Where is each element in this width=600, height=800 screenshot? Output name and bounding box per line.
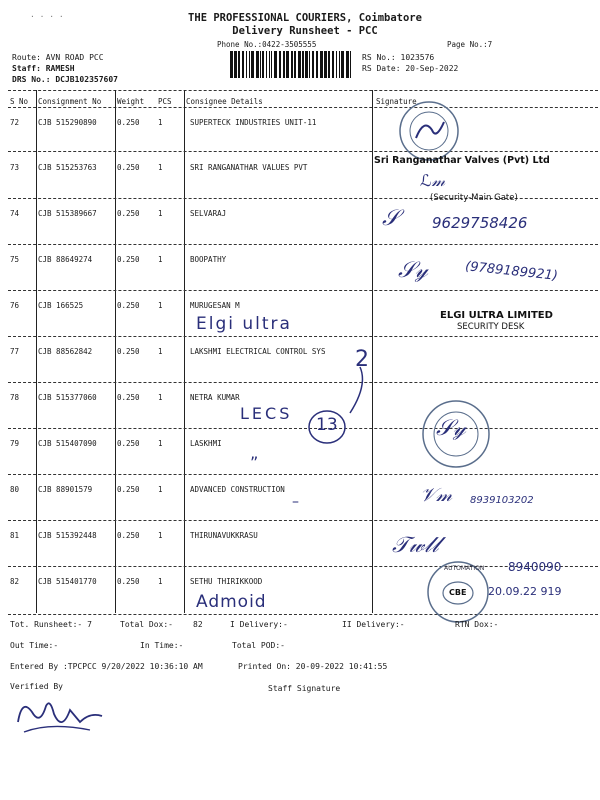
- barcode-bar: [271, 51, 272, 78]
- row-consignment: CJB 515253763: [38, 163, 97, 172]
- barcode-bar: [346, 51, 349, 78]
- barcode-bar: [305, 51, 308, 78]
- row-details: SELVARAJ: [190, 209, 227, 218]
- scan-specks: · · · ·: [30, 12, 64, 21]
- barcode-bar: [251, 51, 254, 78]
- barcode-bar: [328, 51, 330, 78]
- barcode-bar: [291, 51, 293, 78]
- row-weight: 0.250: [117, 439, 140, 448]
- total-dox-label: Total Dox:-: [120, 620, 173, 629]
- handwritten-date-82: 20.09.22 919: [488, 585, 562, 598]
- row-details: ADVANCED CONSTRUCTION: [190, 485, 285, 494]
- row-consignment: CJB 515401770: [38, 577, 97, 586]
- barcode-bar: [230, 51, 233, 78]
- handwritten-phone-75: (9789189921): [464, 259, 559, 284]
- barcode-bar: [324, 51, 327, 78]
- handwritten-ditto: ”: [250, 453, 259, 472]
- col-details: Consignee Details: [186, 97, 263, 106]
- barcode-bar: [242, 51, 244, 78]
- table-bottom-rule: [8, 614, 598, 615]
- barcode-bar: [286, 51, 289, 78]
- barcode-bar: [269, 51, 270, 78]
- verified-by: Verified By: [10, 682, 63, 691]
- barcode-bar: [316, 51, 318, 78]
- row-sno: 78: [10, 393, 20, 402]
- ii-delivery: II Delivery:-: [342, 620, 405, 629]
- row-sno: 80: [10, 485, 20, 494]
- row-weight: 0.250: [117, 209, 140, 218]
- row-pcs: 1: [158, 163, 163, 172]
- row-details: BOOPATHY: [190, 255, 227, 264]
- table-row: [0, 429, 600, 473]
- table-row: [0, 108, 600, 152]
- row-weight: 0.250: [117, 531, 140, 540]
- barcode-bar: [234, 51, 237, 78]
- barcode-bar: [274, 51, 277, 78]
- phone-number: Phone No.:0422-3505555: [217, 40, 317, 49]
- col-weight: Weight: [117, 97, 145, 106]
- row-details: LAKSHMI ELECTRICAL CONTROL SYS: [190, 347, 326, 356]
- barcode-bar: [238, 51, 240, 78]
- row-consignment: CJB 515377060: [38, 393, 97, 402]
- signature-81: 𝒯𝓌𝓁𝓁: [392, 533, 439, 558]
- table-row: [0, 337, 600, 381]
- row-weight: 0.250: [117, 347, 140, 356]
- row-sno: 79: [10, 439, 20, 448]
- col-signature: Signature: [376, 97, 417, 106]
- barcode-bar: [339, 51, 340, 78]
- row-details: NETRA KUMAR: [190, 393, 240, 402]
- row-sno: 72: [10, 118, 20, 127]
- total-dox-value: 82: [193, 620, 203, 629]
- handwritten-phone-80: 8939103202: [470, 495, 534, 506]
- barcode-bar: [350, 51, 351, 78]
- staff-signature-label: Staff Signature: [268, 684, 341, 693]
- signature-74: 𝒮: [382, 206, 400, 231]
- row-sno: 81: [10, 531, 20, 540]
- company-name: THE PROFESSIONAL COURIERS, Coimbatore: [188, 12, 422, 24]
- automation-stamp-text: AUTOMATION: [444, 565, 485, 572]
- row-pcs: 1: [158, 301, 163, 310]
- row-pcs: 1: [158, 209, 163, 218]
- printed-on: Printed On: 20-09-2022 10:41:55: [238, 662, 388, 671]
- route: Route: AVN ROAD PCC: [12, 53, 104, 62]
- row-weight: 0.250: [117, 163, 140, 172]
- handwritten-number-82a: 8940090: [508, 560, 562, 574]
- barcode-bar: [260, 51, 261, 78]
- row-weight: 0.250: [117, 485, 140, 494]
- row-pcs: 1: [158, 577, 163, 586]
- company-seal-stamp: [398, 100, 460, 162]
- table-row: [0, 521, 600, 565]
- barcode-bar: [341, 51, 344, 78]
- barcode-bar: [262, 51, 264, 78]
- row-rule: [8, 151, 598, 152]
- total-runsheet: Tot. Runsheet:- 7: [10, 620, 92, 629]
- handwritten-elgi-ultra: Elgi ultra: [196, 314, 292, 334]
- barcode-bar: [294, 51, 296, 78]
- handwritten-lecs: LECS: [240, 404, 293, 423]
- row-sno: 74: [10, 209, 20, 218]
- row-sno: 75: [10, 255, 20, 264]
- row-pcs: 1: [158, 347, 163, 356]
- signature-73: ℒ𝓂: [420, 171, 446, 190]
- page-title: Delivery Runsheet - PCC: [232, 25, 378, 37]
- barcode-bar: [256, 51, 259, 78]
- elgi-ultra-stamp: ELGI ULTRA LIMITED: [440, 310, 553, 321]
- row-consignment: CJB 88562842: [38, 347, 93, 356]
- handwritten-number-2: 2: [355, 347, 369, 372]
- barcode-bar: [266, 51, 267, 78]
- barcode-bar: [298, 51, 301, 78]
- i-delivery: I Delivery:-: [230, 620, 288, 629]
- rtn-dox: RTN Dox:-: [455, 620, 499, 629]
- col-pcs: PCS: [158, 97, 172, 106]
- row-pcs: 1: [158, 118, 163, 127]
- row-pcs: 1: [158, 393, 163, 402]
- col-sno: S No: [10, 97, 29, 106]
- entered-by: Entered By :TPCPCC 9/20/2022 10:36:10 AM: [10, 662, 203, 671]
- total-pod: Total POD:-: [232, 641, 285, 650]
- row-details: SETHU THIRIKKOOD: [190, 577, 263, 586]
- row-pcs: 1: [158, 439, 163, 448]
- row-consignment: CJB 88901579: [38, 485, 93, 494]
- row-pcs: 1: [158, 255, 163, 264]
- security-desk-stamp: SECURITY DESK: [457, 322, 525, 332]
- row-details: THIRUNAVUKKRASU: [190, 531, 258, 540]
- row-consignment: CJB 515290890: [38, 118, 97, 127]
- row-details: SUPERTECK INDUSTRIES UNIT-11: [190, 118, 317, 127]
- sri-ranganathar-stamp: Sri Ranganathar Valves (Pvt) Ltd: [374, 155, 550, 166]
- row-pcs: 1: [158, 485, 163, 494]
- drs-number: DRS No.: DCJB102357607: [12, 75, 118, 84]
- table-row: [0, 383, 600, 427]
- handwritten-phone-74: 9629758426: [432, 214, 528, 232]
- signature-78: 𝒮𝓎: [436, 416, 466, 441]
- handwritten-number-13: 13: [316, 415, 338, 435]
- barcode-bar: [246, 51, 247, 78]
- barcode-bar: [336, 51, 337, 78]
- row-weight: 0.250: [117, 118, 140, 127]
- barcode-bar: [320, 51, 323, 78]
- barcode-bar: [283, 51, 285, 78]
- row-consignment: CJB 515407090: [38, 439, 97, 448]
- handwritten-dash: –: [292, 494, 299, 510]
- staff: Staff: RAMESH: [12, 64, 75, 73]
- row-weight: 0.250: [117, 577, 140, 586]
- barcode-bar: [332, 51, 334, 78]
- verifier-signature: [10, 692, 110, 740]
- rs-number: RS No.: 1023576: [362, 53, 435, 62]
- out-time: Out Time:-: [10, 641, 59, 650]
- barcode-bar: [302, 51, 304, 78]
- row-weight: 0.250: [117, 393, 140, 402]
- in-time: In Time:-: [140, 641, 184, 650]
- row-consignment: CJB 166525: [38, 301, 84, 310]
- security-gate-stamp: (Security-Main Gate): [430, 193, 518, 203]
- col-consignment: Consignment No: [38, 97, 102, 106]
- barcode: [230, 51, 354, 78]
- barcode-bar: [309, 51, 310, 78]
- row-sno: 82: [10, 577, 20, 586]
- row-details: SRI RANGANATHAR VALUES PVT: [190, 163, 308, 172]
- row-weight: 0.250: [117, 255, 140, 264]
- cbe-stamp: CBE: [449, 588, 467, 597]
- barcode-bar: [312, 51, 314, 78]
- signature-80: 𝒱𝓂: [420, 484, 452, 506]
- barcode-bar: [249, 51, 250, 78]
- row-sno: 73: [10, 163, 20, 172]
- row-details: LASKHMI: [190, 439, 222, 448]
- row-details: MURUGESAN M: [190, 301, 240, 310]
- page-number: Page No.:7: [447, 40, 493, 49]
- row-sno: 77: [10, 347, 20, 356]
- header-top-rule: [8, 90, 598, 91]
- row-weight: 0.250: [117, 301, 140, 310]
- signature-75: 𝒮𝓎: [398, 258, 428, 283]
- row-sno: 76: [10, 301, 20, 310]
- row-consignment: CJB 515392448: [38, 531, 97, 540]
- barcode-bar: [279, 51, 281, 78]
- row-consignment: CJB 515389667: [38, 209, 97, 218]
- row-pcs: 1: [158, 531, 163, 540]
- row-consignment: CJB 88649274: [38, 255, 93, 264]
- handwritten-admoid: Admoid: [196, 592, 267, 612]
- rs-date: RS Date: 20-Sep-2022: [362, 64, 459, 73]
